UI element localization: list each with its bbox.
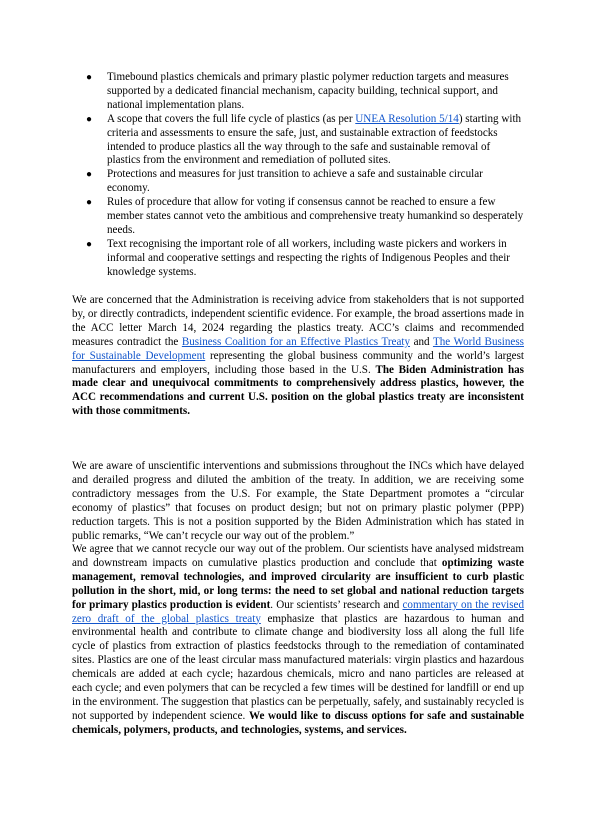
zero-draft-commentary-link[interactable]: commentary on the revised zero draft of the global plastics treaty: [72, 598, 525, 625]
interventions-paragraph: [72, 460, 524, 543]
list-item: [72, 71, 524, 113]
bullet-text: ) starting with criteria and assessments to ensure the safe, just, and sustainable extraction of feedstocks intended to produce plastics all the way through to the safe and sustainable removal of plastics from the environment and remediation of polluted sites.: [107, 112, 522, 167]
list-item: [72, 196, 524, 238]
world-business-link[interactable]: The World Business for Sustainable Development: [72, 335, 524, 362]
bullet-text: Text recognising the important role of all workers, including waste pickers and workers in informal and cooperative settings and respecting the rights of Indigenous Peoples and their knowledge systems.: [107, 237, 510, 278]
bullet-text: Protections and measures for just transition to achieve a safe and sustainable circular economy.: [107, 168, 483, 195]
paragraph-text: . Our scientists’ research and: [270, 598, 403, 611]
bullet-text: Rules of procedure that allow for voting if consensus cannot be reached to ensure a few member states cannot veto the ambitious and comprehensive treaty humankind so desperately needs.: [107, 196, 524, 236]
bullet-text: Timebound plastics chemicals and primary plastic polymer reduction targets and measures supported by a dedicated financial mechanism, capacity building, technical support, and national implementation plans.: [107, 71, 509, 111]
bullet-icon: ●: [86, 197, 93, 209]
paragraph-text: We are aware of unscientific interventions and submissions throughout the INCs which have delayed and derailed progress and diluted the ambition of the treaty. In addition, we are receiving some contradictory messages from the U.S. For example, the State Department promotes a “circular economy of plastics” that focuses on product design; but not on primary plastic polymer (PPP) reduction targets. This is not a position supported by the Biden Administration which has stated in public remarks, “We can’t recycle our way out of the problem.”: [72, 460, 524, 542]
bullet-icon: ●: [86, 169, 93, 181]
recycling-paragraph: [72, 543, 524, 738]
bullet-icon: ●: [86, 113, 93, 125]
bullet-icon: ●: [86, 72, 93, 83]
paragraph-text: We are concerned that the Administration is receiving advice from stakeholders that is not supported by, or directly contradicts, independent scientific evidence. For example, the broad assertions made in the ACC letter March 14, 2024 regarding the plastics treaty. ACC’s claims and recommended measures contradict the: [72, 294, 524, 348]
paragraph-bold-text: optimizing waste management, removal technologies, and improved circularity are insufficient to curb plastic pollution in the short, mid, or long terms: the need to set global and national reduction targets for primary plastics production is evident: [72, 556, 524, 611]
list-item: [72, 238, 524, 280]
paragraph-bold-text: We would like to discuss options for safe and sustainable chemicals, polymers, products, and technologies, systems, and services.: [72, 709, 524, 736]
paragraph-text: emphasize that plastics are hazardous to human and environmental health and contribute to climate change and biodiversity loss all along the full life cycle of plastics from extraction of plastics feedstocks through to the remediation of contaminated sites. Plastics are one of the least circular mass manufactured materials: virgin plastics and hazardous chemicals are added at each cycle; hazardous chemicals, micro and nano particles are released at each cycle; and even polymers that can be recycled a few times will be destined for landfill or end up in the environment. The suggestion that plastics can be perpetually, safely, and sustainably recycled is not supported by independent science.: [72, 612, 524, 722]
bullet-text: A scope that covers the full life cycle of plastics (as per: [107, 112, 356, 125]
paragraph-bold-text: The Biden Administration has made clear and unequivocal commitments to comprehensively address plastics, however, the ACC recommendations and current U.S. position on the global plastics treaty are inconsistent with those commitments.: [72, 363, 524, 418]
bullet-icon: ●: [86, 238, 93, 250]
paragraph-text: We agree that we cannot recycle our way out of the problem. Our scientists have analysed midstream and downstream impacts on cumulative plastics production and conclude that: [72, 543, 524, 569]
paragraph-text: and: [410, 335, 433, 348]
list-item: [72, 168, 524, 196]
business-coalition-link[interactable]: Business Coalition for an Effective Plastics Treaty: [181, 335, 411, 348]
list-item: [72, 113, 524, 169]
demands-bullet-list: [72, 71, 524, 280]
unea-resolution-link[interactable]: UNEA Resolution 5/14: [355, 112, 459, 125]
concern-paragraph: [72, 294, 524, 419]
paragraph-text: representing the global business community and the world’s largest manufacturers and employers, including those based in the U.S.: [72, 349, 524, 376]
